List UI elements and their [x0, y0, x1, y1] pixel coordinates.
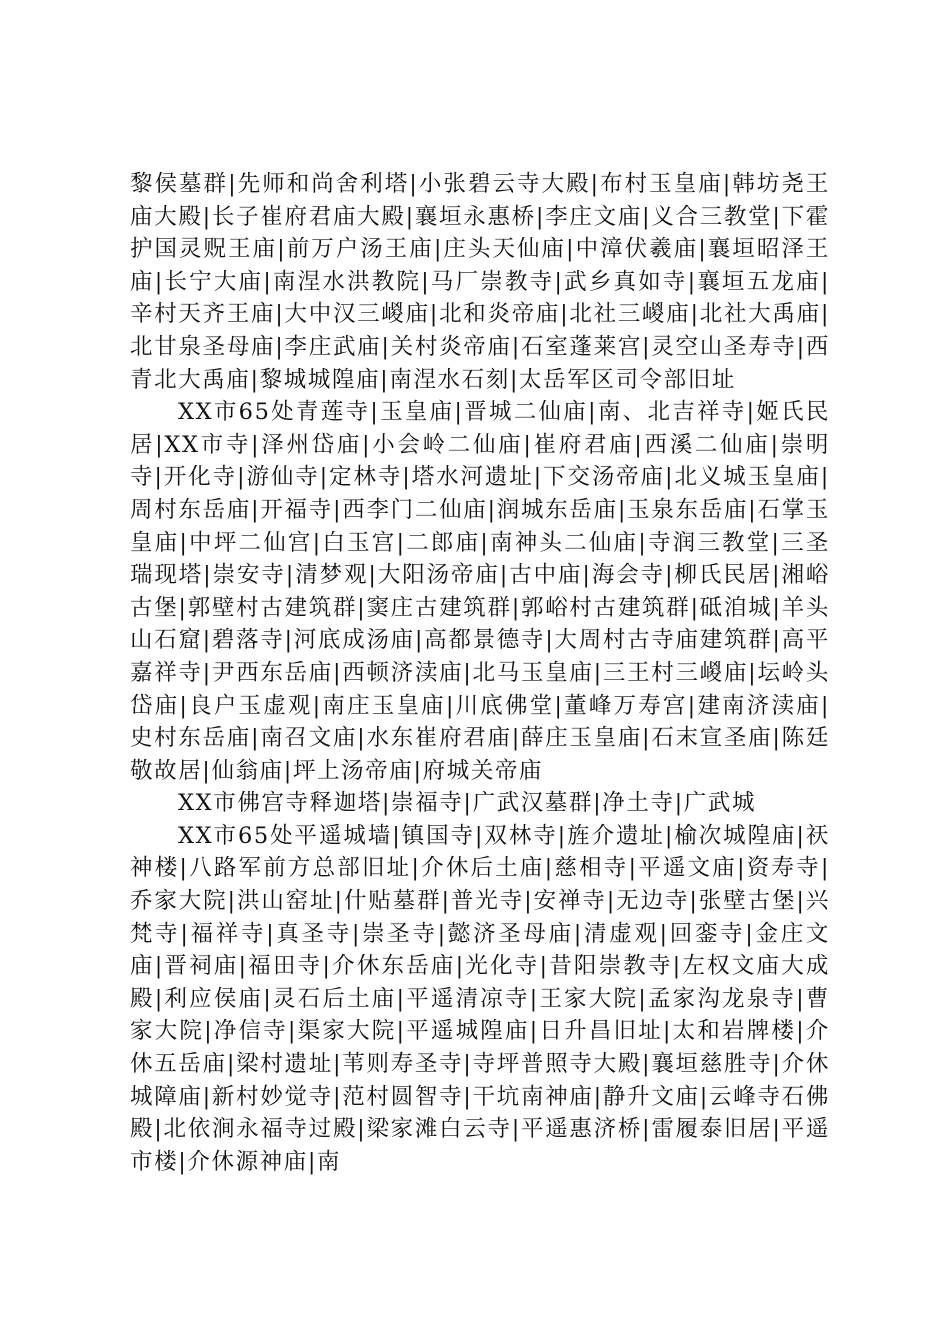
- paragraph-2: XX市65处青莲寺|玉皇庙|晋城二仙庙|南、北吉祥寺|姬氏民居|XX市寺|泽州岱庙|小会岭二仙庙|崔府君庙|西溪二仙庙|崇明寺|开化寺|游仙寺|定林寺|塔水河遗址|下交汤帝庙|北义城玉皇庙|周村东岳庙|开福寺|西李门二仙庙|润城东岳庙|玉泉东岳庙|石掌玉皇庙|中坪二仙宫|白玉宫|二郎庙|南神头二仙庙|寺润三教堂|三圣瑞现塔|崇安寺|清梦观|大阳汤帝庙|古中庙|海会寺|柳氏民居|湘峪古堡|郭壁村古建筑群|窦庄古建筑群|郭峪村古建筑群|砥洎城|羊头山石窟|碧落寺|河底成汤庙|高都景德寺|大周村古寺庙建筑群|高平嘉祥寺|尹西东岳庙|西顿济渎庙|北马玉皇庙|三王村三嵕庙|坛岭头岱庙|良户玉虚观|南庄玉皇庙|川底佛堂|董峰万寿宫|建南济渎庙|史村东岳庙|南召文庙|水东崔府君庙|薛庄玉皇庙|石末宣圣庙|陈廷敬故居|仙翁庙|坪上汤帝庙|府城关帝庙: [130, 399, 830, 784]
- paragraph-1: 黎侯墓群|先师和尚舍利塔|小张碧云寺大殿|布村玉皇庙|韩坊尧王庙大殿|长子崔府君庙大殿|襄垣永惠桥|李庄文庙|义合三教堂|下霍护国灵贶王庙|前万户汤王庙|庄头天仙庙|中漳伏羲庙|襄垣昭泽王庙|长宁大庙|南涅水洪教院|马厂崇教寺|武乡真如寺|襄垣五龙庙|辛村天齐王庙|大中汉三嵕庙|北和炎帝庙|北社三嵕庙|北社大禹庙|北甘泉圣母庙|李庄武庙|关村炎帝庙|石室蓬莱宫|灵空山圣寿寺|西青北大禹庙|黎城城隍庙|南涅水石刻|太岳军区司令部旧址: [130, 171, 830, 393]
- paragraph-3: XX市佛宫寺释迦塔|崇福寺|广武汉墓群|净土寺|广武城: [178, 790, 757, 817]
- body-text: [130, 168, 830, 1178]
- paragraph-4: XX市65处平遥城墙|镇国寺|双林寺|旌介遗址|榆次城隍庙|祆神楼|八路军前方总部旧址|介休后土庙|慈相寺|平遥文庙|资寿寺|乔家大院|洪山窑址|什贴墓群|普光寺|安禅寺|无边寺|张壁古堡|兴梵寺|福祥寺|真圣寺|崇圣寺|懿济圣母庙|清虚观|回銮寺|金庄文庙|晋祠庙|福田寺|介休东岳庙|光化寺|昔阳崇教寺|左权文庙大成殿|利应侯庙|灵石后土庙|平遥清凉寺|王家大院|孟家沟龙泉寺|曹家大院|净信寺|渠家大院|平遥城隍庙|日升昌旧址|太和岩牌楼|介休五岳庙|梁村遗址|苇则寿圣寺|寺坪普照寺大殿|襄垣慈胜寺|介休城障庙|新村妙觉寺|范村圆智寺|干坑南神庙|静升文庙|云峰寺石佛殿|北依涧永福寺过殿|梁家滩白云寺|平遥惠济桥|雷履泰旧居|平遥市楼|介休源神庙|南: [130, 822, 830, 1175]
